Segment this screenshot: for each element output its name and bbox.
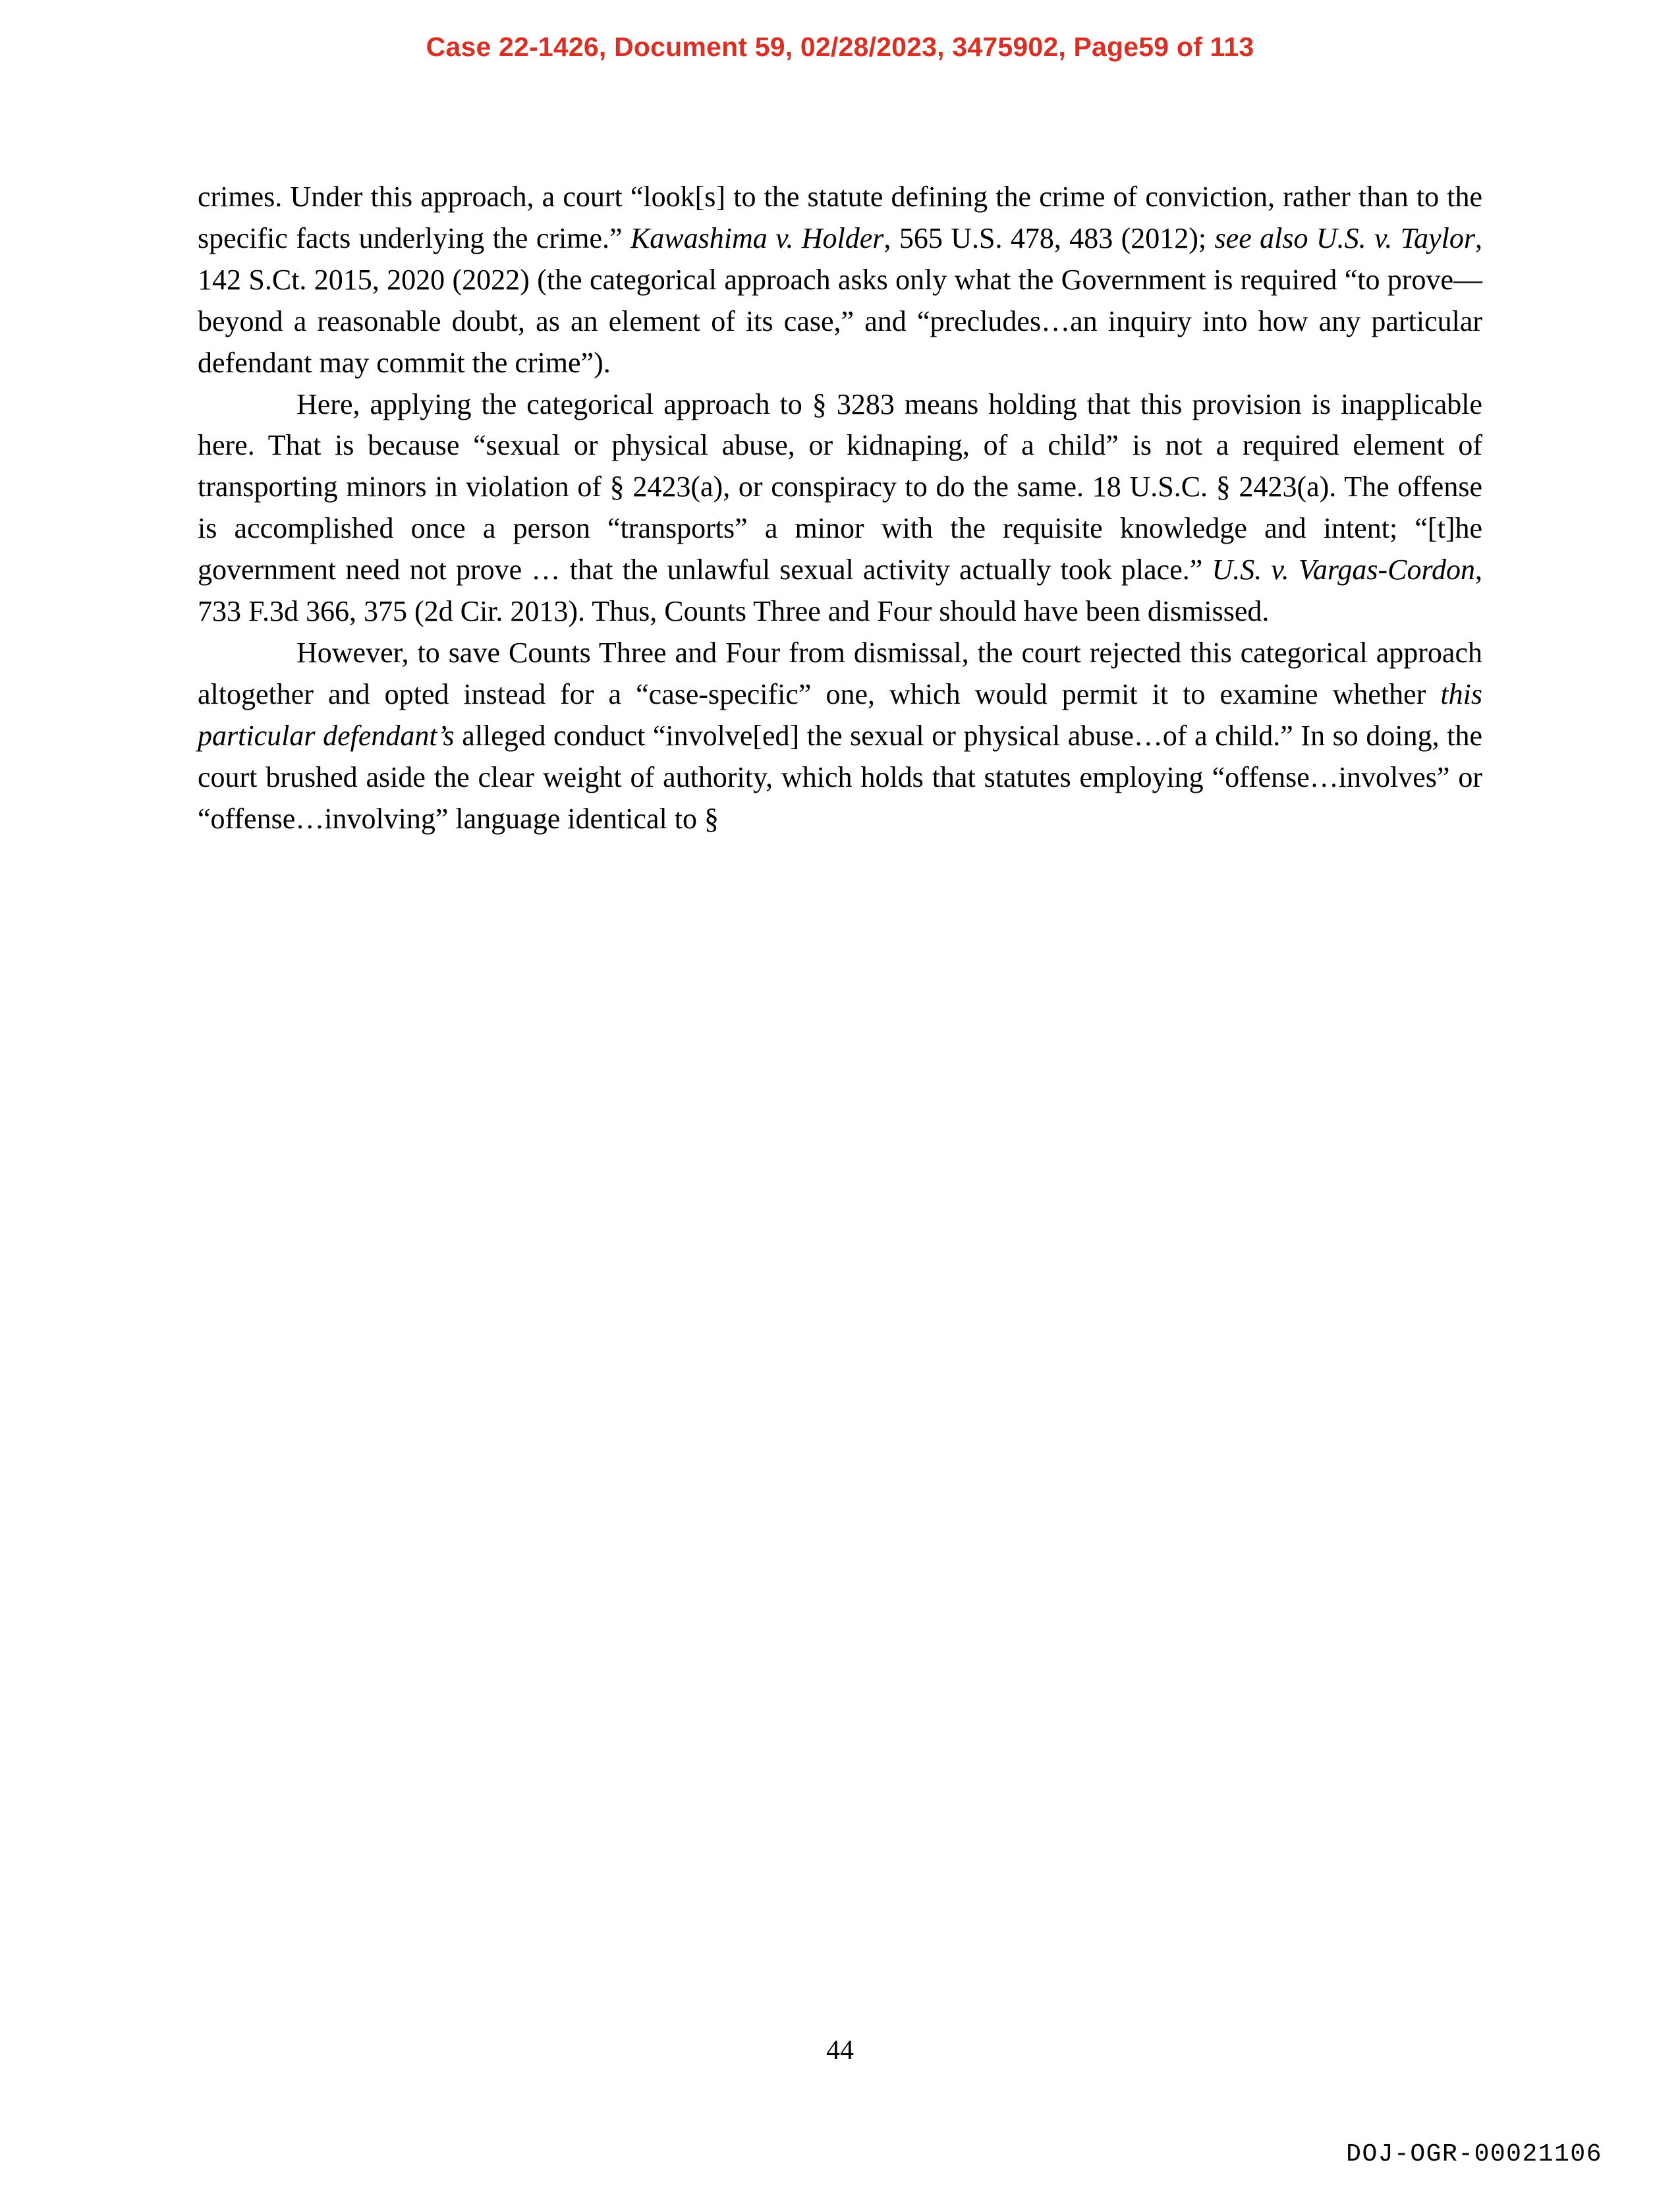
text-run: , 733 F.3d 366, 375 (2d Cir. 2013). Thus, Counts Three and Four should have been dismissed.: [198, 553, 1482, 628]
text-run: Kawashima v. Holder: [630, 221, 884, 254]
case-header-stamp: Case 22-1426, Document 59, 02/28/2023, 3475902, Page59 of 113: [426, 32, 1254, 62]
text-run: U.S. v. Vargas-Cordon: [1212, 553, 1475, 586]
text-run: see also U.S. v. Taylor: [1214, 221, 1475, 254]
paragraph-1: [198, 177, 1482, 384]
text-run: Here, applying the categorical approach to § 3283 means holding that this provision is inapplicable here. That is because “sexual or physical abuse, or kidnaping, of a child” is not a required element of transporting minors in violation of § 2423(a), or conspiracy to do the same. 18 U.S.C. § 2423(a). The offense is accomplished once a person “transports” a minor with the requisite knowledge and intent; “[t]he government need not prove … that the unlawful sexual activity actually took place.”: [198, 387, 1482, 586]
page-number: 44: [826, 2035, 854, 2066]
paragraph-2: [198, 384, 1482, 633]
paragraph-3: [198, 633, 1482, 840]
bates-number: DOJ-OGR-00021106: [1346, 2140, 1602, 2169]
text-run: , 142 S.Ct. 2015, 2020 (2022) (the categorical approach asks only what the Government is required “to prove—beyond a reasonable doubt, as an element of its case,” and “precludes…an inquiry into how any particular defendant may commit the crime”).: [198, 221, 1482, 379]
text-run: alleged conduct “involve[ed] the sexual or physical abuse…of a child.” In so doing, the court brushed aside the clear weight of authority, which holds that statutes employing “offense…involves” or “offense…involving” language identical to §: [198, 719, 1483, 835]
text-run: this particular defendant’s: [198, 677, 1482, 752]
text-run: , 565 U.S. 478, 483 (2012);: [883, 221, 1215, 254]
document-body: [198, 177, 1482, 840]
text-run: crimes. Under this approach, a court “look[s] to the statute defining the crime of conviction, rather than to the specific facts underlying the crime.”: [198, 181, 1482, 254]
text-run: However, to save Counts Three and Four from dismissal, the court rejected this categorical approach altogether and opted instead for a “case-specific” one, which would permit it to examine whether: [198, 636, 1482, 710]
